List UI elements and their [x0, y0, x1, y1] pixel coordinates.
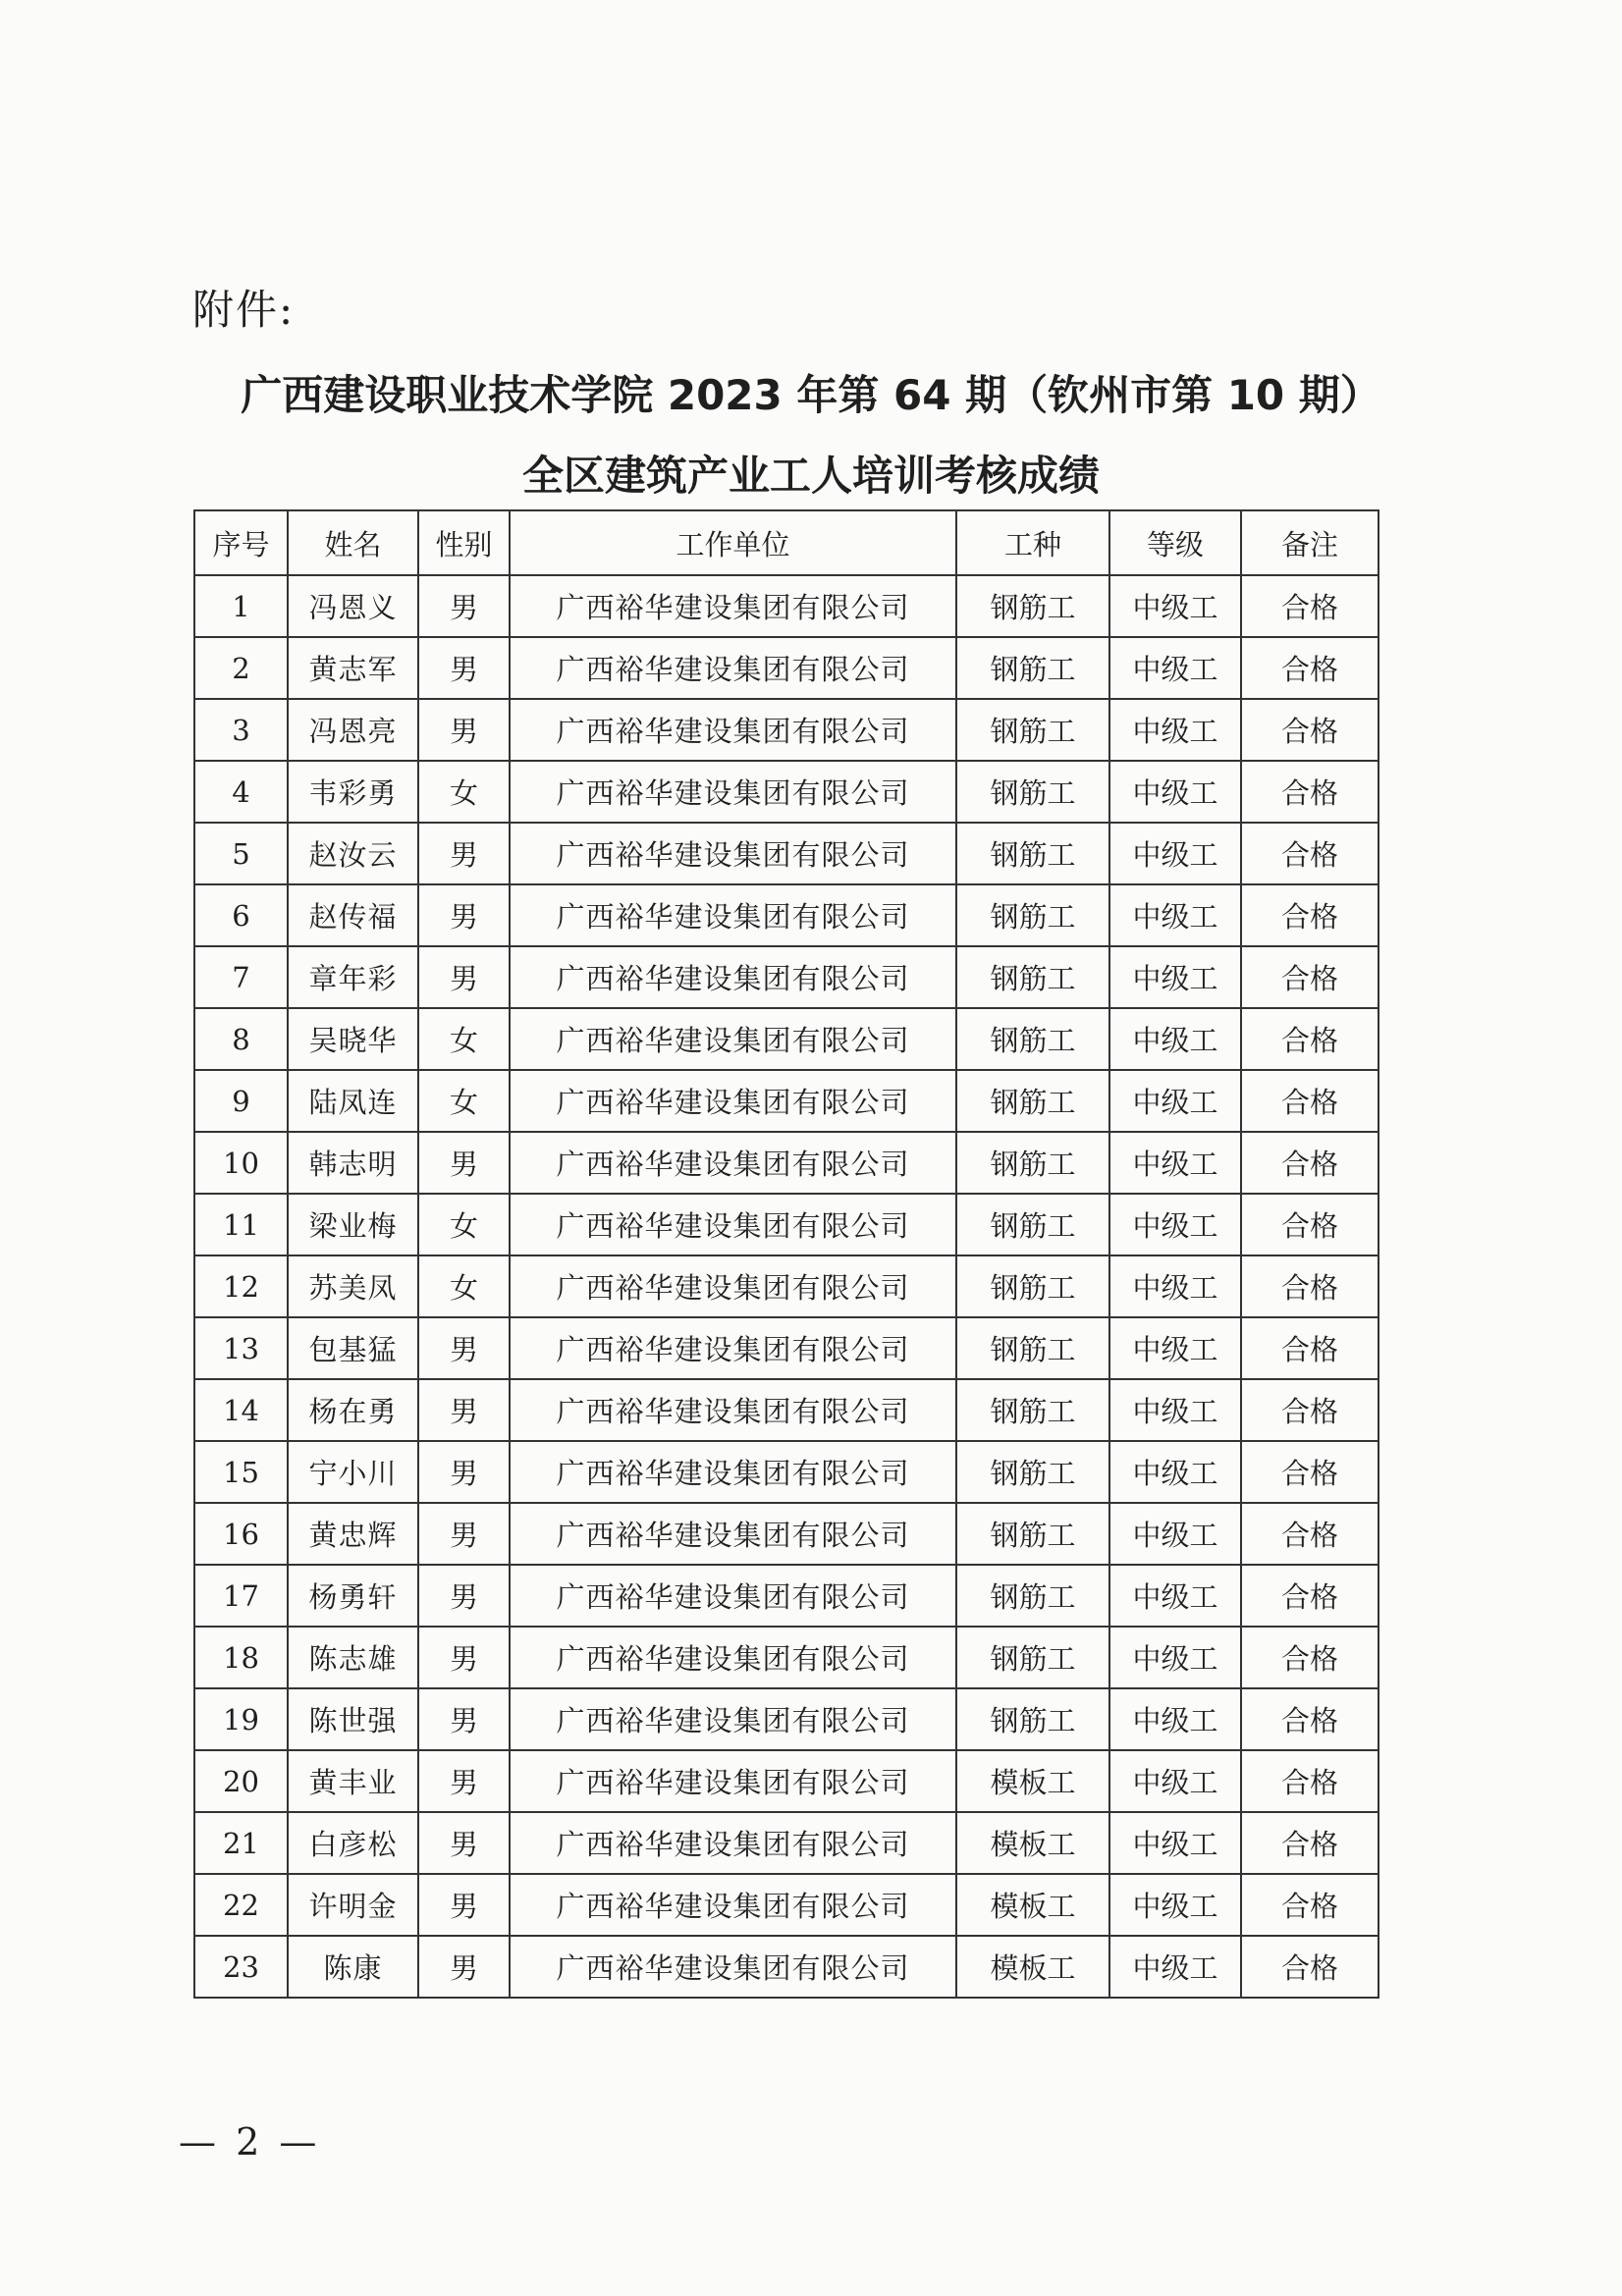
table-row — [194, 1936, 1379, 1998]
table-row — [194, 823, 1379, 884]
cell-gender: 女 — [418, 1070, 510, 1132]
table-row — [194, 1194, 1379, 1255]
cell-trade: 模板工 — [956, 1874, 1109, 1936]
cell-index: 19 — [194, 1688, 288, 1750]
header-trade: 工种 — [956, 510, 1109, 575]
cell-index: 16 — [194, 1503, 288, 1565]
cell-index: 11 — [194, 1194, 288, 1255]
table-row — [194, 699, 1379, 761]
cell-trade: 钢筋工 — [956, 946, 1109, 1008]
cell-name: 冯恩亮 — [288, 699, 418, 761]
cell-index: 7 — [194, 946, 288, 1008]
cell-gender: 女 — [418, 761, 510, 823]
cell-index: 12 — [194, 1255, 288, 1317]
cell-employer: 广西裕华建设集团有限公司 — [510, 637, 956, 699]
cell-employer: 广西裕华建设集团有限公司 — [510, 1008, 956, 1070]
cell-index: 4 — [194, 761, 288, 823]
cell-employer: 广西裕华建设集团有限公司 — [510, 1255, 956, 1317]
cell-trade: 钢筋工 — [956, 699, 1109, 761]
cell-gender: 男 — [418, 1379, 510, 1441]
cell-index: 13 — [194, 1317, 288, 1379]
cell-name: 黄志军 — [288, 637, 418, 699]
cell-index: 2 — [194, 637, 288, 699]
cell-index: 17 — [194, 1565, 288, 1627]
page-number: — 2 — — [179, 2120, 321, 2163]
cell-trade: 钢筋工 — [956, 1070, 1109, 1132]
cell-gender: 男 — [418, 699, 510, 761]
cell-name: 吴晓华 — [288, 1008, 418, 1070]
table-row — [194, 946, 1379, 1008]
table-row — [194, 1317, 1379, 1379]
cell-name: 杨在勇 — [288, 1379, 418, 1441]
cell-employer: 广西裕华建设集团有限公司 — [510, 1812, 956, 1874]
table-row — [194, 1441, 1379, 1503]
cell-level: 中级工 — [1109, 1565, 1241, 1627]
header-remark: 备注 — [1241, 510, 1379, 575]
cell-trade: 钢筋工 — [956, 1132, 1109, 1194]
table-row — [194, 1750, 1379, 1812]
cell-remark: 合格 — [1241, 1070, 1379, 1132]
cell-remark: 合格 — [1241, 1812, 1379, 1874]
cell-remark: 合格 — [1241, 575, 1379, 637]
cell-gender: 男 — [418, 575, 510, 637]
cell-trade: 钢筋工 — [956, 1255, 1109, 1317]
cell-level: 中级工 — [1109, 1379, 1241, 1441]
table-row — [194, 1379, 1379, 1441]
cell-employer: 广西裕华建设集团有限公司 — [510, 575, 956, 637]
table-row — [194, 575, 1379, 637]
cell-trade: 模板工 — [956, 1936, 1109, 1998]
cell-remark: 合格 — [1241, 1008, 1379, 1070]
cell-trade: 钢筋工 — [956, 1379, 1109, 1441]
cell-level: 中级工 — [1109, 1688, 1241, 1750]
cell-remark: 合格 — [1241, 1317, 1379, 1379]
cell-employer: 广西裕华建设集团有限公司 — [510, 823, 956, 884]
cell-gender: 男 — [418, 1132, 510, 1194]
cell-name: 赵汝云 — [288, 823, 418, 884]
cell-index: 9 — [194, 1070, 288, 1132]
cell-trade: 钢筋工 — [956, 761, 1109, 823]
cell-name: 韦彩勇 — [288, 761, 418, 823]
header-level: 等级 — [1109, 510, 1241, 575]
cell-remark: 合格 — [1241, 1936, 1379, 1998]
cell-index: 18 — [194, 1627, 288, 1688]
cell-trade: 模板工 — [956, 1750, 1109, 1812]
cell-name: 冯恩义 — [288, 575, 418, 637]
cell-index: 1 — [194, 575, 288, 637]
cell-gender: 男 — [418, 637, 510, 699]
cell-name: 白彦松 — [288, 1812, 418, 1874]
cell-trade: 钢筋工 — [956, 575, 1109, 637]
cell-name: 苏美凤 — [288, 1255, 418, 1317]
cell-gender: 男 — [418, 1627, 510, 1688]
cell-name: 章年彩 — [288, 946, 418, 1008]
table-header-row — [194, 510, 1379, 575]
cell-name: 陆凤连 — [288, 1070, 418, 1132]
cell-index: 22 — [194, 1874, 288, 1936]
cell-level: 中级工 — [1109, 1936, 1241, 1998]
cell-employer: 广西裕华建设集团有限公司 — [510, 884, 956, 946]
attachment-label: 附件: — [192, 286, 296, 334]
cell-trade: 钢筋工 — [956, 1441, 1109, 1503]
cell-index: 15 — [194, 1441, 288, 1503]
cell-name: 包基猛 — [288, 1317, 418, 1379]
cell-name: 梁业梅 — [288, 1194, 418, 1255]
cell-name: 黄丰业 — [288, 1750, 418, 1812]
cell-employer: 广西裕华建设集团有限公司 — [510, 699, 956, 761]
cell-gender: 女 — [418, 1255, 510, 1317]
cell-index: 23 — [194, 1936, 288, 1998]
cell-name: 陈康 — [288, 1936, 418, 1998]
cell-name: 宁小川 — [288, 1441, 418, 1503]
cell-remark: 合格 — [1241, 1194, 1379, 1255]
cell-level: 中级工 — [1109, 1008, 1241, 1070]
cell-level: 中级工 — [1109, 637, 1241, 699]
table-row — [194, 1688, 1379, 1750]
cell-gender: 男 — [418, 1688, 510, 1750]
cell-employer: 广西裕华建设集团有限公司 — [510, 1317, 956, 1379]
cell-remark: 合格 — [1241, 1132, 1379, 1194]
cell-employer: 广西裕华建设集团有限公司 — [510, 1565, 956, 1627]
cell-employer: 广西裕华建设集团有限公司 — [510, 1874, 956, 1936]
cell-gender: 男 — [418, 1565, 510, 1627]
document-subtitle: 全区建筑产业工人培训考核成绩 — [521, 452, 1100, 500]
cell-index: 3 — [194, 699, 288, 761]
cell-remark: 合格 — [1241, 637, 1379, 699]
cell-trade: 钢筋工 — [956, 637, 1109, 699]
cell-name: 黄忠辉 — [288, 1503, 418, 1565]
cell-remark: 合格 — [1241, 946, 1379, 1008]
cell-gender: 男 — [418, 946, 510, 1008]
cell-level: 中级工 — [1109, 1750, 1241, 1812]
cell-level: 中级工 — [1109, 1874, 1241, 1936]
table-row — [194, 1070, 1379, 1132]
cell-index: 8 — [194, 1008, 288, 1070]
table-row — [194, 1255, 1379, 1317]
cell-level: 中级工 — [1109, 1194, 1241, 1255]
table-row — [194, 1503, 1379, 1565]
table-row — [194, 1874, 1379, 1936]
cell-index: 20 — [194, 1750, 288, 1812]
cell-remark: 合格 — [1241, 1627, 1379, 1688]
cell-employer: 广西裕华建设集团有限公司 — [510, 761, 956, 823]
cell-level: 中级工 — [1109, 1070, 1241, 1132]
cell-level: 中级工 — [1109, 823, 1241, 884]
cell-name: 许明金 — [288, 1874, 418, 1936]
cell-remark: 合格 — [1241, 823, 1379, 884]
cell-level: 中级工 — [1109, 761, 1241, 823]
cell-trade: 钢筋工 — [956, 1627, 1109, 1688]
cell-gender: 男 — [418, 823, 510, 884]
cell-name: 韩志明 — [288, 1132, 418, 1194]
cell-employer: 广西裕华建设集团有限公司 — [510, 1194, 956, 1255]
table-row — [194, 884, 1379, 946]
cell-gender: 男 — [418, 1750, 510, 1812]
cell-trade: 钢筋工 — [956, 1194, 1109, 1255]
table-row — [194, 1132, 1379, 1194]
cell-employer: 广西裕华建设集团有限公司 — [510, 1936, 956, 1998]
cell-trade: 钢筋工 — [956, 1565, 1109, 1627]
cell-remark: 合格 — [1241, 1750, 1379, 1812]
cell-remark: 合格 — [1241, 1255, 1379, 1317]
cell-name: 陈志雄 — [288, 1627, 418, 1688]
cell-name: 杨勇轩 — [288, 1565, 418, 1627]
header-index: 序号 — [194, 510, 288, 575]
cell-remark: 合格 — [1241, 1565, 1379, 1627]
cell-remark: 合格 — [1241, 1441, 1379, 1503]
cell-index: 10 — [194, 1132, 288, 1194]
cell-employer: 广西裕华建设集团有限公司 — [510, 1750, 956, 1812]
cell-level: 中级工 — [1109, 699, 1241, 761]
cell-employer: 广西裕华建设集团有限公司 — [510, 946, 956, 1008]
cell-level: 中级工 — [1109, 575, 1241, 637]
cell-trade: 钢筋工 — [956, 1688, 1109, 1750]
cell-employer: 广西裕华建设集团有限公司 — [510, 1503, 956, 1565]
header-name: 姓名 — [288, 510, 418, 575]
cell-name: 陈世强 — [288, 1688, 418, 1750]
cell-index: 21 — [194, 1812, 288, 1874]
cell-remark: 合格 — [1241, 1379, 1379, 1441]
cell-trade: 钢筋工 — [956, 823, 1109, 884]
cell-level: 中级工 — [1109, 1812, 1241, 1874]
table-row — [194, 761, 1379, 823]
cell-employer: 广西裕华建设集团有限公司 — [510, 1441, 956, 1503]
cell-level: 中级工 — [1109, 1317, 1241, 1379]
cell-gender: 男 — [418, 1936, 510, 1998]
cell-index: 14 — [194, 1379, 288, 1441]
cell-gender: 男 — [418, 884, 510, 946]
cell-level: 中级工 — [1109, 1441, 1241, 1503]
cell-gender: 男 — [418, 1317, 510, 1379]
cell-gender: 男 — [418, 1441, 510, 1503]
cell-gender: 女 — [418, 1008, 510, 1070]
cell-trade: 钢筋工 — [956, 1008, 1109, 1070]
cell-gender: 女 — [418, 1194, 510, 1255]
cell-remark: 合格 — [1241, 761, 1379, 823]
table-row — [194, 1627, 1379, 1688]
cell-remark: 合格 — [1241, 1503, 1379, 1565]
cell-name: 赵传福 — [288, 884, 418, 946]
cell-gender: 男 — [418, 1812, 510, 1874]
cell-gender: 男 — [418, 1874, 510, 1936]
cell-level: 中级工 — [1109, 1503, 1241, 1565]
header-gender: 性别 — [418, 510, 510, 575]
cell-gender: 男 — [418, 1503, 510, 1565]
cell-index: 5 — [194, 823, 288, 884]
table-row — [194, 1008, 1379, 1070]
cell-trade: 钢筋工 — [956, 1317, 1109, 1379]
cell-level: 中级工 — [1109, 1627, 1241, 1688]
table-row — [194, 1565, 1379, 1627]
cell-remark: 合格 — [1241, 884, 1379, 946]
cell-trade: 钢筋工 — [956, 1503, 1109, 1565]
cell-index: 6 — [194, 884, 288, 946]
table-row — [194, 637, 1379, 699]
scores-table — [193, 509, 1379, 1999]
cell-employer: 广西裕华建设集团有限公司 — [510, 1627, 956, 1688]
cell-level: 中级工 — [1109, 1132, 1241, 1194]
cell-level: 中级工 — [1109, 946, 1241, 1008]
cell-remark: 合格 — [1241, 699, 1379, 761]
cell-trade: 钢筋工 — [956, 884, 1109, 946]
header-employer: 工作单位 — [510, 510, 956, 575]
cell-level: 中级工 — [1109, 884, 1241, 946]
cell-employer: 广西裕华建设集团有限公司 — [510, 1379, 956, 1441]
cell-remark: 合格 — [1241, 1688, 1379, 1750]
cell-trade: 模板工 — [956, 1812, 1109, 1874]
cell-employer: 广西裕华建设集团有限公司 — [510, 1070, 956, 1132]
cell-employer: 广西裕华建设集团有限公司 — [510, 1132, 956, 1194]
document-title: 广西建设职业技术学院 2023 年第 64 期（钦州市第 10 期） — [241, 371, 1381, 419]
cell-employer: 广西裕华建设集团有限公司 — [510, 1688, 956, 1750]
table-row — [194, 1812, 1379, 1874]
cell-level: 中级工 — [1109, 1255, 1241, 1317]
cell-remark: 合格 — [1241, 1874, 1379, 1936]
